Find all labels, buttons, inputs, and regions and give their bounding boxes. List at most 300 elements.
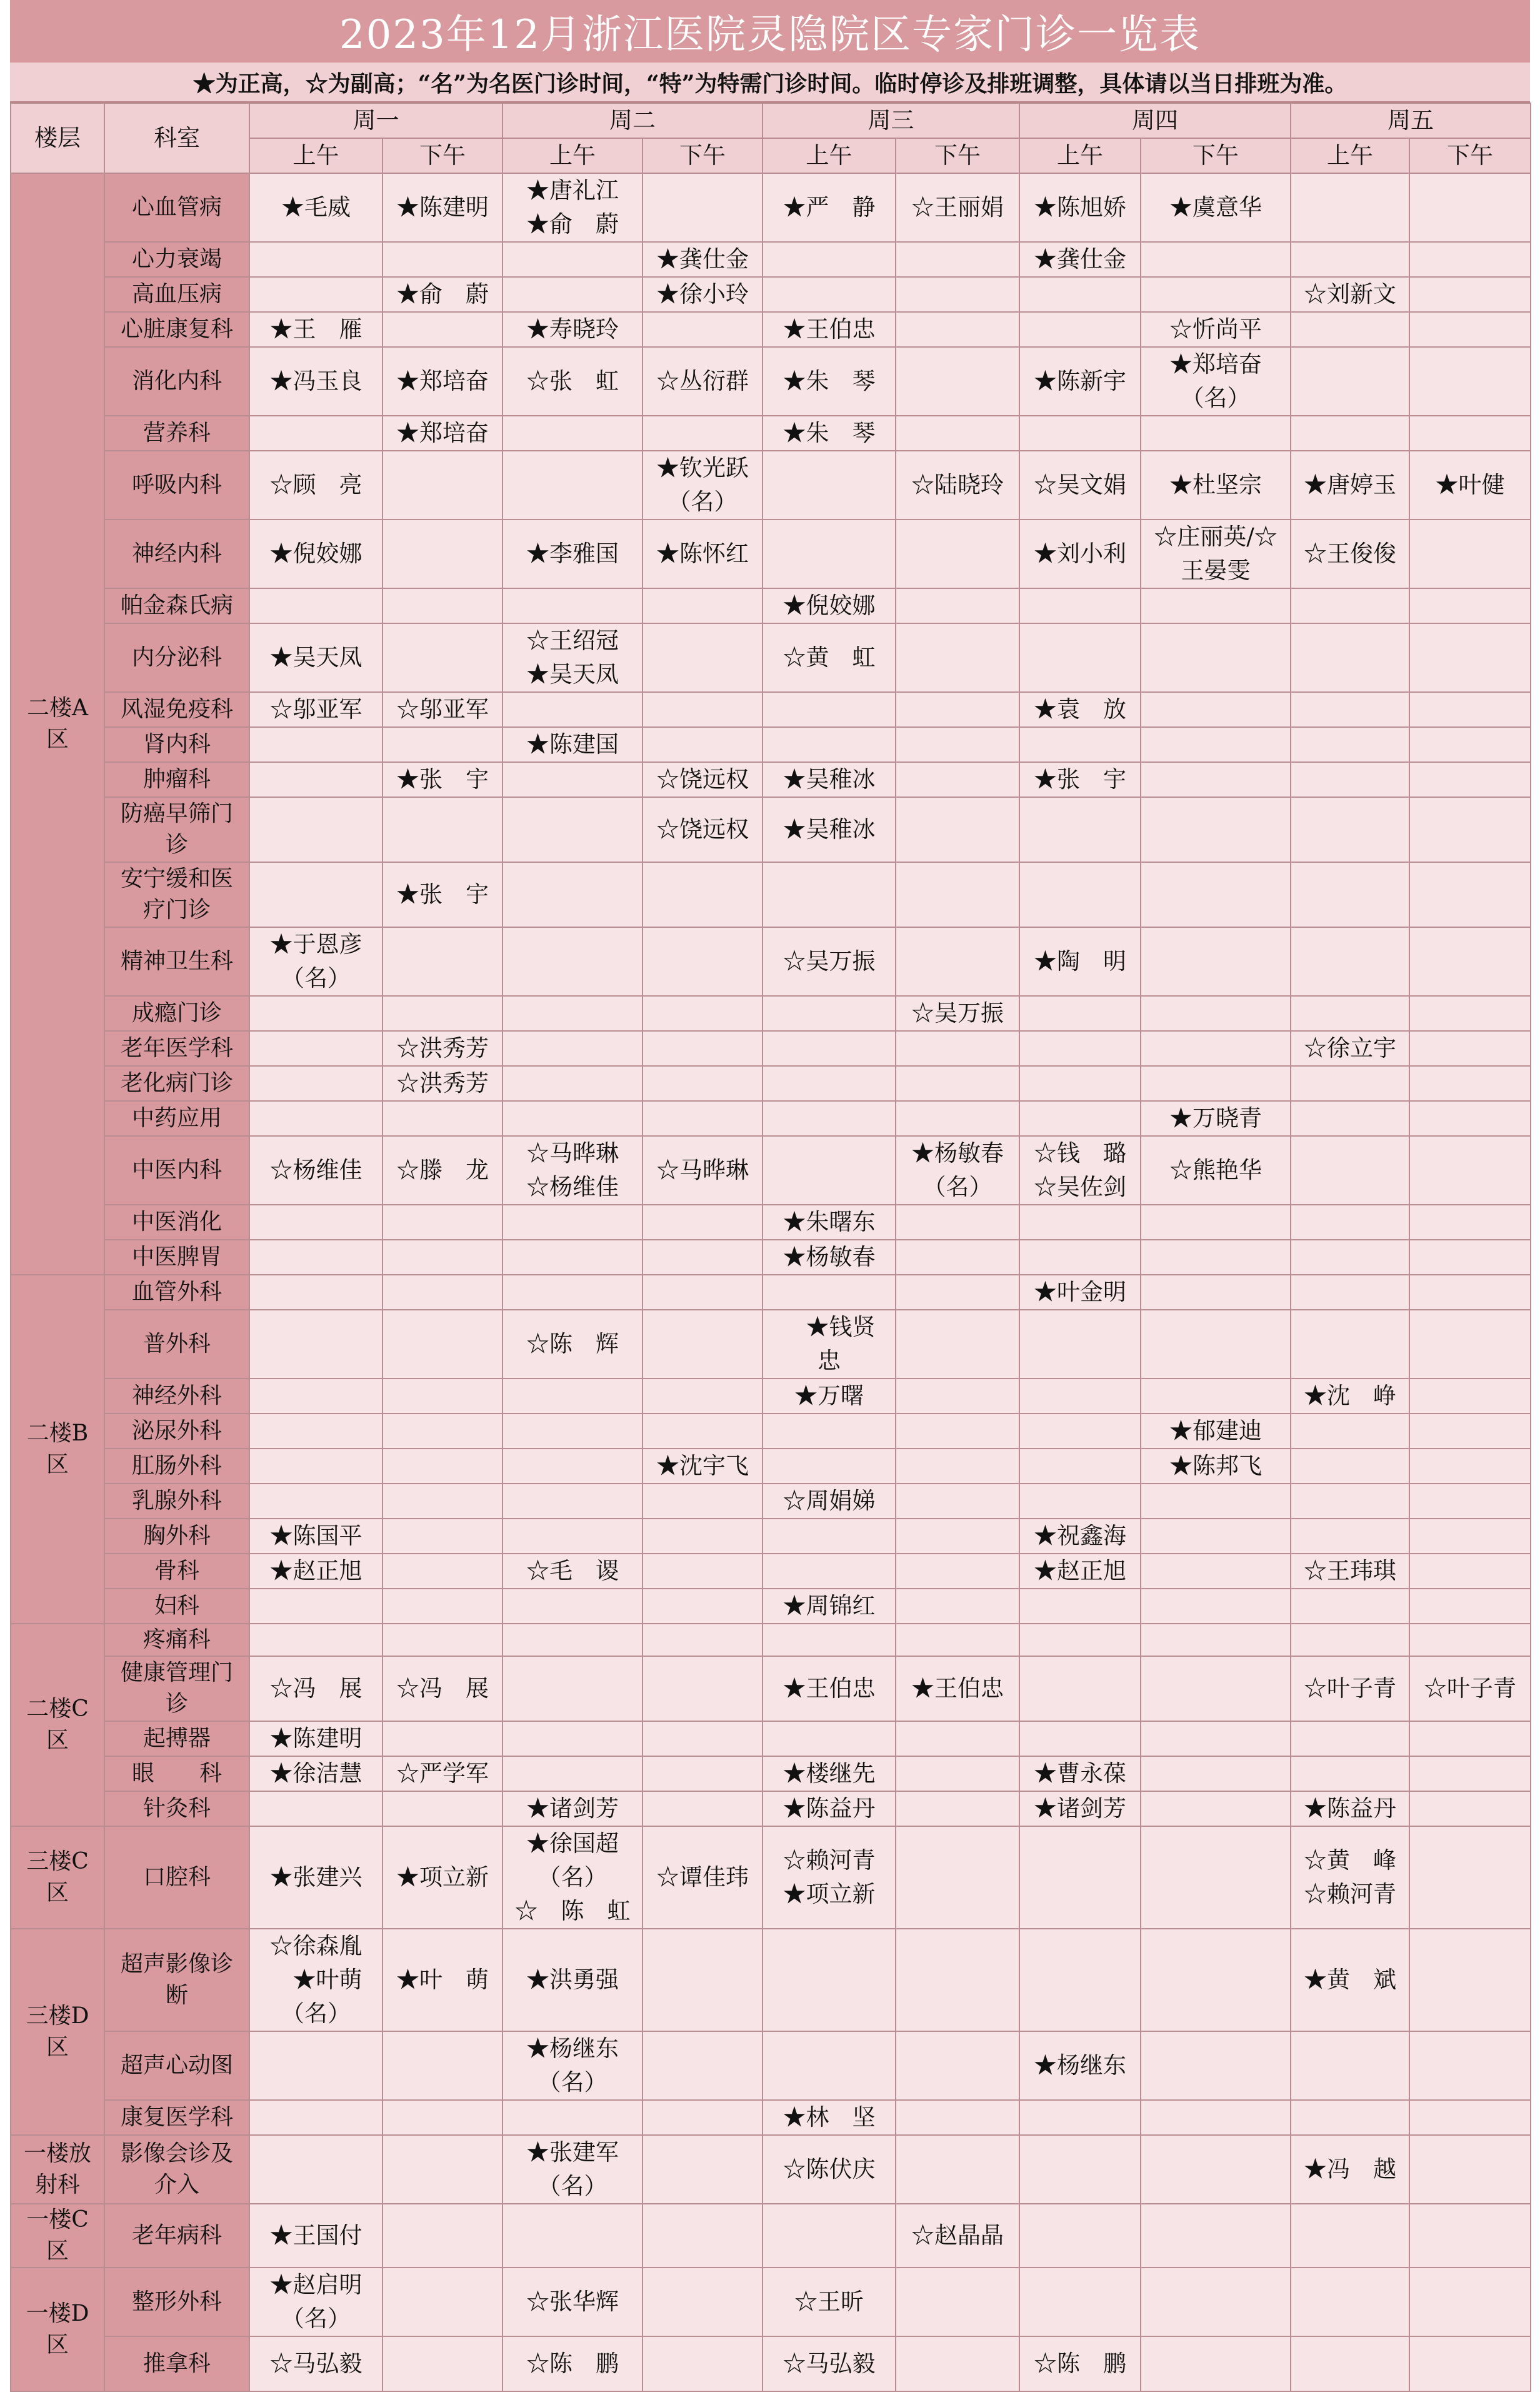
doctor-slot xyxy=(896,416,1019,451)
doctor-slot xyxy=(1409,1929,1531,2031)
doctor-slot xyxy=(642,927,762,996)
doctor-name: ★王伯忠 xyxy=(911,1675,1004,1702)
doctor-slot xyxy=(1291,1275,1409,1310)
header-am: 上午 xyxy=(1019,138,1141,173)
doctor-name: ★王伯忠 xyxy=(782,1675,876,1702)
table-row xyxy=(11,996,1531,1031)
doctor-slot xyxy=(1019,1310,1141,1379)
doctor-slot xyxy=(762,1031,896,1066)
doctor-name: ★龚仕金 xyxy=(1034,246,1126,273)
title-band xyxy=(10,0,1530,64)
doctor-slot xyxy=(1409,727,1531,762)
table-row xyxy=(11,762,1531,797)
doctor-name: ★叶健 xyxy=(1435,471,1505,498)
doctor-slot xyxy=(1409,862,1531,927)
doctor-slot xyxy=(249,1449,382,1484)
doctor-name: ★张 宇 xyxy=(1034,766,1126,793)
department-cell: 超声心动图 xyxy=(104,2031,249,2100)
doctor-slot xyxy=(502,451,642,520)
doctor-slot xyxy=(502,520,642,588)
table-row xyxy=(11,1031,1531,1066)
header-pm: 下午 xyxy=(1409,138,1531,173)
department-cell: 中医内科 xyxy=(104,1136,249,1205)
doctor-slot xyxy=(1409,1066,1531,1101)
floor-cell: 二楼B区 xyxy=(11,1275,104,1624)
table-row xyxy=(11,2100,1531,2135)
doctor-slot xyxy=(1141,242,1291,277)
department-cell: 精神卫生科 xyxy=(104,927,249,996)
doctor-slot xyxy=(1409,1310,1531,1379)
doctor-name: ★唐婷玉 xyxy=(1304,471,1396,498)
doctor-slot xyxy=(642,1721,762,1756)
department-cell: 肾内科 xyxy=(104,727,249,762)
doctor-name: ★于恩彦 xyxy=(269,931,362,958)
doctor-slot xyxy=(1019,1136,1141,1205)
doctor-slot xyxy=(1409,1656,1531,1721)
doctor-name: （名） xyxy=(281,2305,351,2332)
doctor-slot xyxy=(1141,1414,1291,1449)
doctor-slot xyxy=(1409,1791,1531,1826)
doctor-slot xyxy=(762,416,896,451)
doctor-slot xyxy=(1019,173,1141,242)
doctor-slot xyxy=(1141,996,1291,1031)
doctor-slot xyxy=(762,692,896,727)
doctor-slot xyxy=(642,2031,762,2100)
department-cell: 健康管理门诊 xyxy=(104,1656,249,1721)
doctor-slot xyxy=(1291,2204,1409,2268)
doctor-slot xyxy=(382,1205,502,1240)
doctor-name: ★叶金明 xyxy=(1034,1279,1126,1305)
doctor-slot xyxy=(502,173,642,242)
doctor-slot xyxy=(642,862,762,927)
doctor-name: ☆陈 鹏 xyxy=(1034,2350,1126,2377)
doctor-slot xyxy=(382,173,502,242)
doctor-slot xyxy=(249,1484,382,1519)
doctor-name: ★陈怀红 xyxy=(656,540,749,567)
doctor-name: ☆杨维佳 xyxy=(269,1157,362,1183)
doctor-slot xyxy=(642,2100,762,2135)
doctor-slot xyxy=(1141,623,1291,692)
doctor-slot xyxy=(1141,692,1291,727)
doctor-slot xyxy=(502,1275,642,1310)
doctor-slot xyxy=(1019,1066,1141,1101)
doctor-name: ☆吴万振 xyxy=(782,948,876,975)
doctor-slot xyxy=(1409,996,1531,1031)
table-row xyxy=(11,520,1531,588)
doctor-slot xyxy=(642,277,762,312)
doctor-slot xyxy=(382,1554,502,1589)
header-am: 上午 xyxy=(762,138,896,173)
header-thursday: 周四 xyxy=(1019,103,1291,138)
doctor-slot xyxy=(382,1721,502,1756)
doctor-slot xyxy=(249,1031,382,1066)
doctor-name: ☆忻尚平 xyxy=(1169,316,1262,343)
doctor-name: ☆ 陈 虹 xyxy=(514,1897,631,1924)
doctor-name: ☆冯 展 xyxy=(269,1675,362,1702)
doctor-slot xyxy=(1019,2100,1141,2135)
doctor-slot xyxy=(896,1721,1019,1756)
doctor-name: ☆陈 鹏 xyxy=(526,2350,619,2377)
table-row xyxy=(11,1519,1531,1554)
floor-cell: 一楼C区 xyxy=(11,2204,104,2268)
table-row xyxy=(11,588,1531,623)
doctor-slot xyxy=(1291,1136,1409,1205)
doctor-slot xyxy=(1409,2100,1531,2135)
doctor-slot xyxy=(1141,1721,1291,1756)
doctor-slot xyxy=(1019,312,1141,347)
doctor-slot xyxy=(1409,1101,1531,1136)
department-cell: 普外科 xyxy=(104,1310,249,1379)
doctor-slot xyxy=(502,588,642,623)
doctor-name: ☆周娟娣 xyxy=(782,1487,876,1514)
department-cell: 心血管病 xyxy=(104,173,249,242)
doctor-slot xyxy=(1291,1721,1409,1756)
doctor-slot xyxy=(1291,1101,1409,1136)
doctor-slot xyxy=(1141,1205,1291,1240)
doctor-slot xyxy=(1409,1205,1531,1240)
doctor-slot xyxy=(1409,1414,1531,1449)
doctor-slot xyxy=(762,1379,896,1414)
header-am: 上午 xyxy=(249,138,382,173)
doctor-slot xyxy=(1141,1929,1291,2031)
department-cell: 眼 科 xyxy=(104,1756,249,1791)
doctor-slot xyxy=(1141,1624,1291,1656)
doctor-slot xyxy=(1019,692,1141,727)
doctor-slot xyxy=(1409,347,1531,416)
doctor-slot xyxy=(762,762,896,797)
doctor-name: ☆赵晶晶 xyxy=(911,2222,1004,2249)
doctor-slot xyxy=(896,623,1019,692)
table-row xyxy=(11,242,1531,277)
doctor-slot xyxy=(762,1624,896,1656)
doctor-slot xyxy=(382,1656,502,1721)
doctor-slot xyxy=(382,520,502,588)
doctor-slot xyxy=(1291,927,1409,996)
department-cell: 帕金森氏病 xyxy=(104,588,249,623)
doctor-slot xyxy=(896,2100,1019,2135)
doctor-slot xyxy=(1291,588,1409,623)
doctor-name: ★万曙 xyxy=(794,1382,864,1409)
doctor-slot xyxy=(1291,2135,1409,2204)
doctor-slot xyxy=(382,1379,502,1414)
doctor-slot xyxy=(1291,1656,1409,1721)
doctor-slot xyxy=(1019,623,1141,692)
table-row xyxy=(11,1205,1531,1240)
doctor-slot xyxy=(1141,797,1291,862)
doctor-slot xyxy=(896,1240,1019,1275)
doctor-slot xyxy=(1291,623,1409,692)
doctor-slot xyxy=(502,1484,642,1519)
doctor-slot xyxy=(896,1656,1019,1721)
department-cell: 老化病门诊 xyxy=(104,1066,249,1101)
doctor-name: ★王 雁 xyxy=(269,316,362,343)
doctor-name: ★诸剑芳 xyxy=(526,1795,619,1822)
doctor-slot xyxy=(1409,1240,1531,1275)
doctor-name: （名） xyxy=(922,1173,992,1200)
doctor-slot xyxy=(762,1101,896,1136)
doctor-slot xyxy=(762,1310,896,1379)
department-cell: 影像会诊及介入 xyxy=(104,2135,249,2204)
table-row xyxy=(11,1624,1531,1656)
doctor-slot xyxy=(1291,520,1409,588)
doctor-slot xyxy=(382,416,502,451)
doctor-slot xyxy=(896,692,1019,727)
doctor-slot xyxy=(502,1066,642,1101)
doctor-slot xyxy=(896,173,1019,242)
doctor-slot xyxy=(1291,1791,1409,1826)
page-title: 2023年12月浙江医院灵隐院区专家门诊一览表 xyxy=(339,12,1201,58)
doctor-slot xyxy=(382,2204,502,2268)
table-row xyxy=(11,623,1531,692)
doctor-name: ★林 坚 xyxy=(782,2104,876,2131)
doctor-slot xyxy=(1291,762,1409,797)
doctor-slot xyxy=(382,623,502,692)
doctor-slot xyxy=(502,1310,642,1379)
department-cell: 疼痛科 xyxy=(104,1624,249,1656)
doctor-slot xyxy=(896,927,1019,996)
doctor-name: ☆赖河青 xyxy=(782,1847,876,1874)
doctor-slot xyxy=(1019,797,1141,862)
doctor-slot xyxy=(1019,2135,1141,2204)
doctor-name: （名） xyxy=(281,965,351,992)
doctor-slot xyxy=(642,451,762,520)
doctor-slot xyxy=(1291,1240,1409,1275)
doctor-slot xyxy=(249,588,382,623)
doctor-slot xyxy=(1291,2268,1409,2336)
doctor-slot xyxy=(1141,1101,1291,1136)
doctor-slot xyxy=(1409,277,1531,312)
doctor-slot xyxy=(642,762,762,797)
header-am: 上午 xyxy=(1291,138,1409,173)
doctor-slot xyxy=(1141,1449,1291,1484)
doctor-name: ★杨继东 xyxy=(1034,2052,1126,2079)
doctor-slot xyxy=(382,2031,502,2100)
doctor-slot xyxy=(762,1205,896,1240)
doctor-slot xyxy=(1019,1240,1141,1275)
doctor-slot xyxy=(502,862,642,927)
doctor-slot xyxy=(642,1624,762,1656)
doctor-name: （名） xyxy=(538,2069,608,2096)
doctor-name: ★朱曙东 xyxy=(782,1209,876,1235)
doctor-slot xyxy=(642,1240,762,1275)
doctor-name: ☆洪秀芳 xyxy=(396,1070,489,1097)
doctor-slot xyxy=(1291,1826,1409,1929)
doctor-slot xyxy=(896,2268,1019,2336)
department-cell: 呼吸内科 xyxy=(104,451,249,520)
department-cell: 成瘾门诊 xyxy=(104,996,249,1031)
doctor-slot xyxy=(1019,1449,1141,1484)
doctor-name: ★郑培奋 xyxy=(1169,351,1262,378)
department-cell: 整形外科 xyxy=(104,2268,249,2336)
doctor-name: ★吴天凤 xyxy=(526,661,619,688)
doctor-name: ★虞意华 xyxy=(1169,194,1262,221)
doctor-name: ★朱 琴 xyxy=(782,368,876,394)
table-row xyxy=(11,1656,1531,1721)
doctor-name: ★刘小利 xyxy=(1034,540,1126,567)
doctor-name: ☆陈 辉 xyxy=(526,1330,619,1357)
doctor-name: ★周锦红 xyxy=(782,1592,876,1619)
doctor-name: ★张建兴 xyxy=(269,1864,362,1891)
doctor-slot xyxy=(642,312,762,347)
doctor-name: ☆丛衍群 xyxy=(656,368,749,394)
doctor-slot xyxy=(382,277,502,312)
floor-cell: 二楼C区 xyxy=(11,1624,104,1826)
department-cell: 妇科 xyxy=(104,1589,249,1624)
table-row xyxy=(11,727,1531,762)
doctor-slot xyxy=(382,2336,502,2391)
doctor-name: ★沈宇飞 xyxy=(656,1452,749,1479)
doctor-slot xyxy=(502,1519,642,1554)
doctor-slot xyxy=(762,727,896,762)
doctor-slot xyxy=(1291,1519,1409,1554)
doctor-slot xyxy=(249,623,382,692)
doctor-slot xyxy=(1141,1136,1291,1205)
doctor-name: ★唐礼江 xyxy=(526,177,619,204)
doctor-slot xyxy=(1019,242,1141,277)
doctor-name: ★项立新 xyxy=(396,1864,489,1891)
doctor-name: ☆王俊俊 xyxy=(1304,540,1396,567)
doctor-name: ★俞 蔚 xyxy=(396,281,489,308)
doctor-slot xyxy=(1019,2268,1141,2336)
doctor-slot xyxy=(762,1414,896,1449)
doctor-slot xyxy=(382,2100,502,2135)
doctor-name: ☆陈伏庆 xyxy=(782,2156,876,2183)
table-row xyxy=(11,2031,1531,2100)
doctor-slot xyxy=(642,520,762,588)
doctor-name: ★陈建明 xyxy=(396,194,489,221)
doctor-name: ★陈益丹 xyxy=(1304,1795,1396,1822)
doctor-slot xyxy=(1019,1379,1141,1414)
doctor-slot xyxy=(1409,2268,1531,2336)
doctor-slot xyxy=(1141,1240,1291,1275)
doctor-name: ★陈益丹 xyxy=(782,1795,876,1822)
doctor-name: ★叶萌 xyxy=(269,1966,362,1993)
legend-note: ★为正高，☆为副高；“名”为名医门诊时间，“特”为特需门诊时间。临时停诊及排班调整，具体请以当日排班为准。 xyxy=(192,70,1348,97)
department-cell: 超声影像诊断 xyxy=(104,1929,249,2031)
doctor-slot xyxy=(502,277,642,312)
doctor-name: ☆马晔琳 xyxy=(526,1140,619,1167)
doctor-slot xyxy=(502,1136,642,1205)
doctor-slot xyxy=(249,2336,382,2391)
department-cell: 风湿免疫科 xyxy=(104,692,249,727)
doctor-slot xyxy=(642,416,762,451)
doctor-slot xyxy=(1019,727,1141,762)
table-row xyxy=(11,312,1531,347)
doctor-slot xyxy=(1019,277,1141,312)
doctor-slot xyxy=(1019,347,1141,416)
doctor-slot xyxy=(1409,1624,1531,1656)
doctor-name: ☆吴万振 xyxy=(911,1000,1004,1027)
table-row xyxy=(11,1449,1531,1484)
table-row xyxy=(11,173,1531,242)
doctor-name: ★陈邦飞 xyxy=(1169,1452,1262,1479)
doctor-slot xyxy=(249,1721,382,1756)
doctor-slot xyxy=(896,1275,1019,1310)
doctor-slot xyxy=(1019,2031,1141,2100)
doctor-name: ★楼继先 xyxy=(782,1760,876,1787)
doctor-slot xyxy=(762,1929,896,2031)
doctor-slot xyxy=(896,242,1019,277)
doctor-name: ★赵正旭 xyxy=(269,1557,362,1584)
doctor-slot xyxy=(382,1624,502,1656)
doctor-slot xyxy=(1141,312,1291,347)
department-cell: 口腔科 xyxy=(104,1826,249,1929)
doctor-slot xyxy=(1409,2031,1531,2100)
doctor-slot xyxy=(1019,762,1141,797)
doctor-slot xyxy=(502,1589,642,1624)
doctor-slot xyxy=(382,2268,502,2336)
doctor-slot xyxy=(1291,1205,1409,1240)
doctor-slot xyxy=(1291,727,1409,762)
doctor-slot xyxy=(1409,1449,1531,1484)
doctor-slot xyxy=(642,1756,762,1791)
doctor-slot xyxy=(1409,2135,1531,2204)
doctor-slot xyxy=(1409,623,1531,692)
doctor-name: ★钱贤 xyxy=(782,1314,876,1340)
doctor-name: ☆王丽娟 xyxy=(911,194,1004,221)
department-cell: 起搏器 xyxy=(104,1721,249,1756)
doctor-slot xyxy=(896,1791,1019,1826)
doctor-slot xyxy=(1141,1275,1291,1310)
doctor-slot xyxy=(1019,2336,1141,2391)
doctor-name: ★毛威 xyxy=(281,194,351,221)
doctor-name: ★洪勇强 xyxy=(526,1966,619,1993)
doctor-slot xyxy=(249,727,382,762)
department-cell: 推拿科 xyxy=(104,2336,249,2391)
doctor-slot xyxy=(502,1756,642,1791)
doctor-slot xyxy=(1019,1554,1141,1589)
doctor-slot xyxy=(762,173,896,242)
doctor-slot xyxy=(642,1449,762,1484)
floor-cell: 三楼C区 xyxy=(11,1826,104,1929)
doctor-slot xyxy=(249,1826,382,1929)
doctor-slot xyxy=(249,2204,382,2268)
doctor-slot xyxy=(1409,1275,1531,1310)
doctor-slot xyxy=(249,451,382,520)
doctor-slot xyxy=(1409,173,1531,242)
doctor-slot xyxy=(382,1101,502,1136)
doctor-slot xyxy=(1409,2336,1531,2391)
doctor-slot xyxy=(249,1136,382,1205)
doctor-slot xyxy=(642,1066,762,1101)
table-row xyxy=(11,1929,1531,2031)
doctor-slot xyxy=(762,996,896,1031)
doctor-name: ★吴稚冰 xyxy=(782,816,876,843)
floor-cell: 一楼放射科 xyxy=(11,2135,104,2204)
table-row xyxy=(11,416,1531,451)
doctor-slot xyxy=(1291,347,1409,416)
doctor-slot xyxy=(249,1379,382,1414)
doctor-slot xyxy=(1019,1721,1141,1756)
doctor-slot xyxy=(249,277,382,312)
doctor-name: ☆王昕 xyxy=(794,2288,864,2315)
doctor-slot xyxy=(249,1414,382,1449)
doctor-slot xyxy=(642,1589,762,1624)
header-am: 上午 xyxy=(502,138,642,173)
floor-cell: 二楼A区 xyxy=(11,173,104,1275)
doctor-slot xyxy=(1019,1205,1141,1240)
doctor-name: （名） xyxy=(281,2000,351,2027)
doctor-slot xyxy=(642,1379,762,1414)
doctor-slot xyxy=(1409,797,1531,862)
doctor-slot xyxy=(249,927,382,996)
doctor-slot xyxy=(249,2100,382,2135)
doctor-name: ☆马弘毅 xyxy=(269,2350,362,2377)
doctor-name: ☆马晔琳 xyxy=(656,1157,749,1183)
doctor-slot xyxy=(762,451,896,520)
doctor-slot xyxy=(1141,1826,1291,1929)
doctor-slot xyxy=(382,1484,502,1519)
